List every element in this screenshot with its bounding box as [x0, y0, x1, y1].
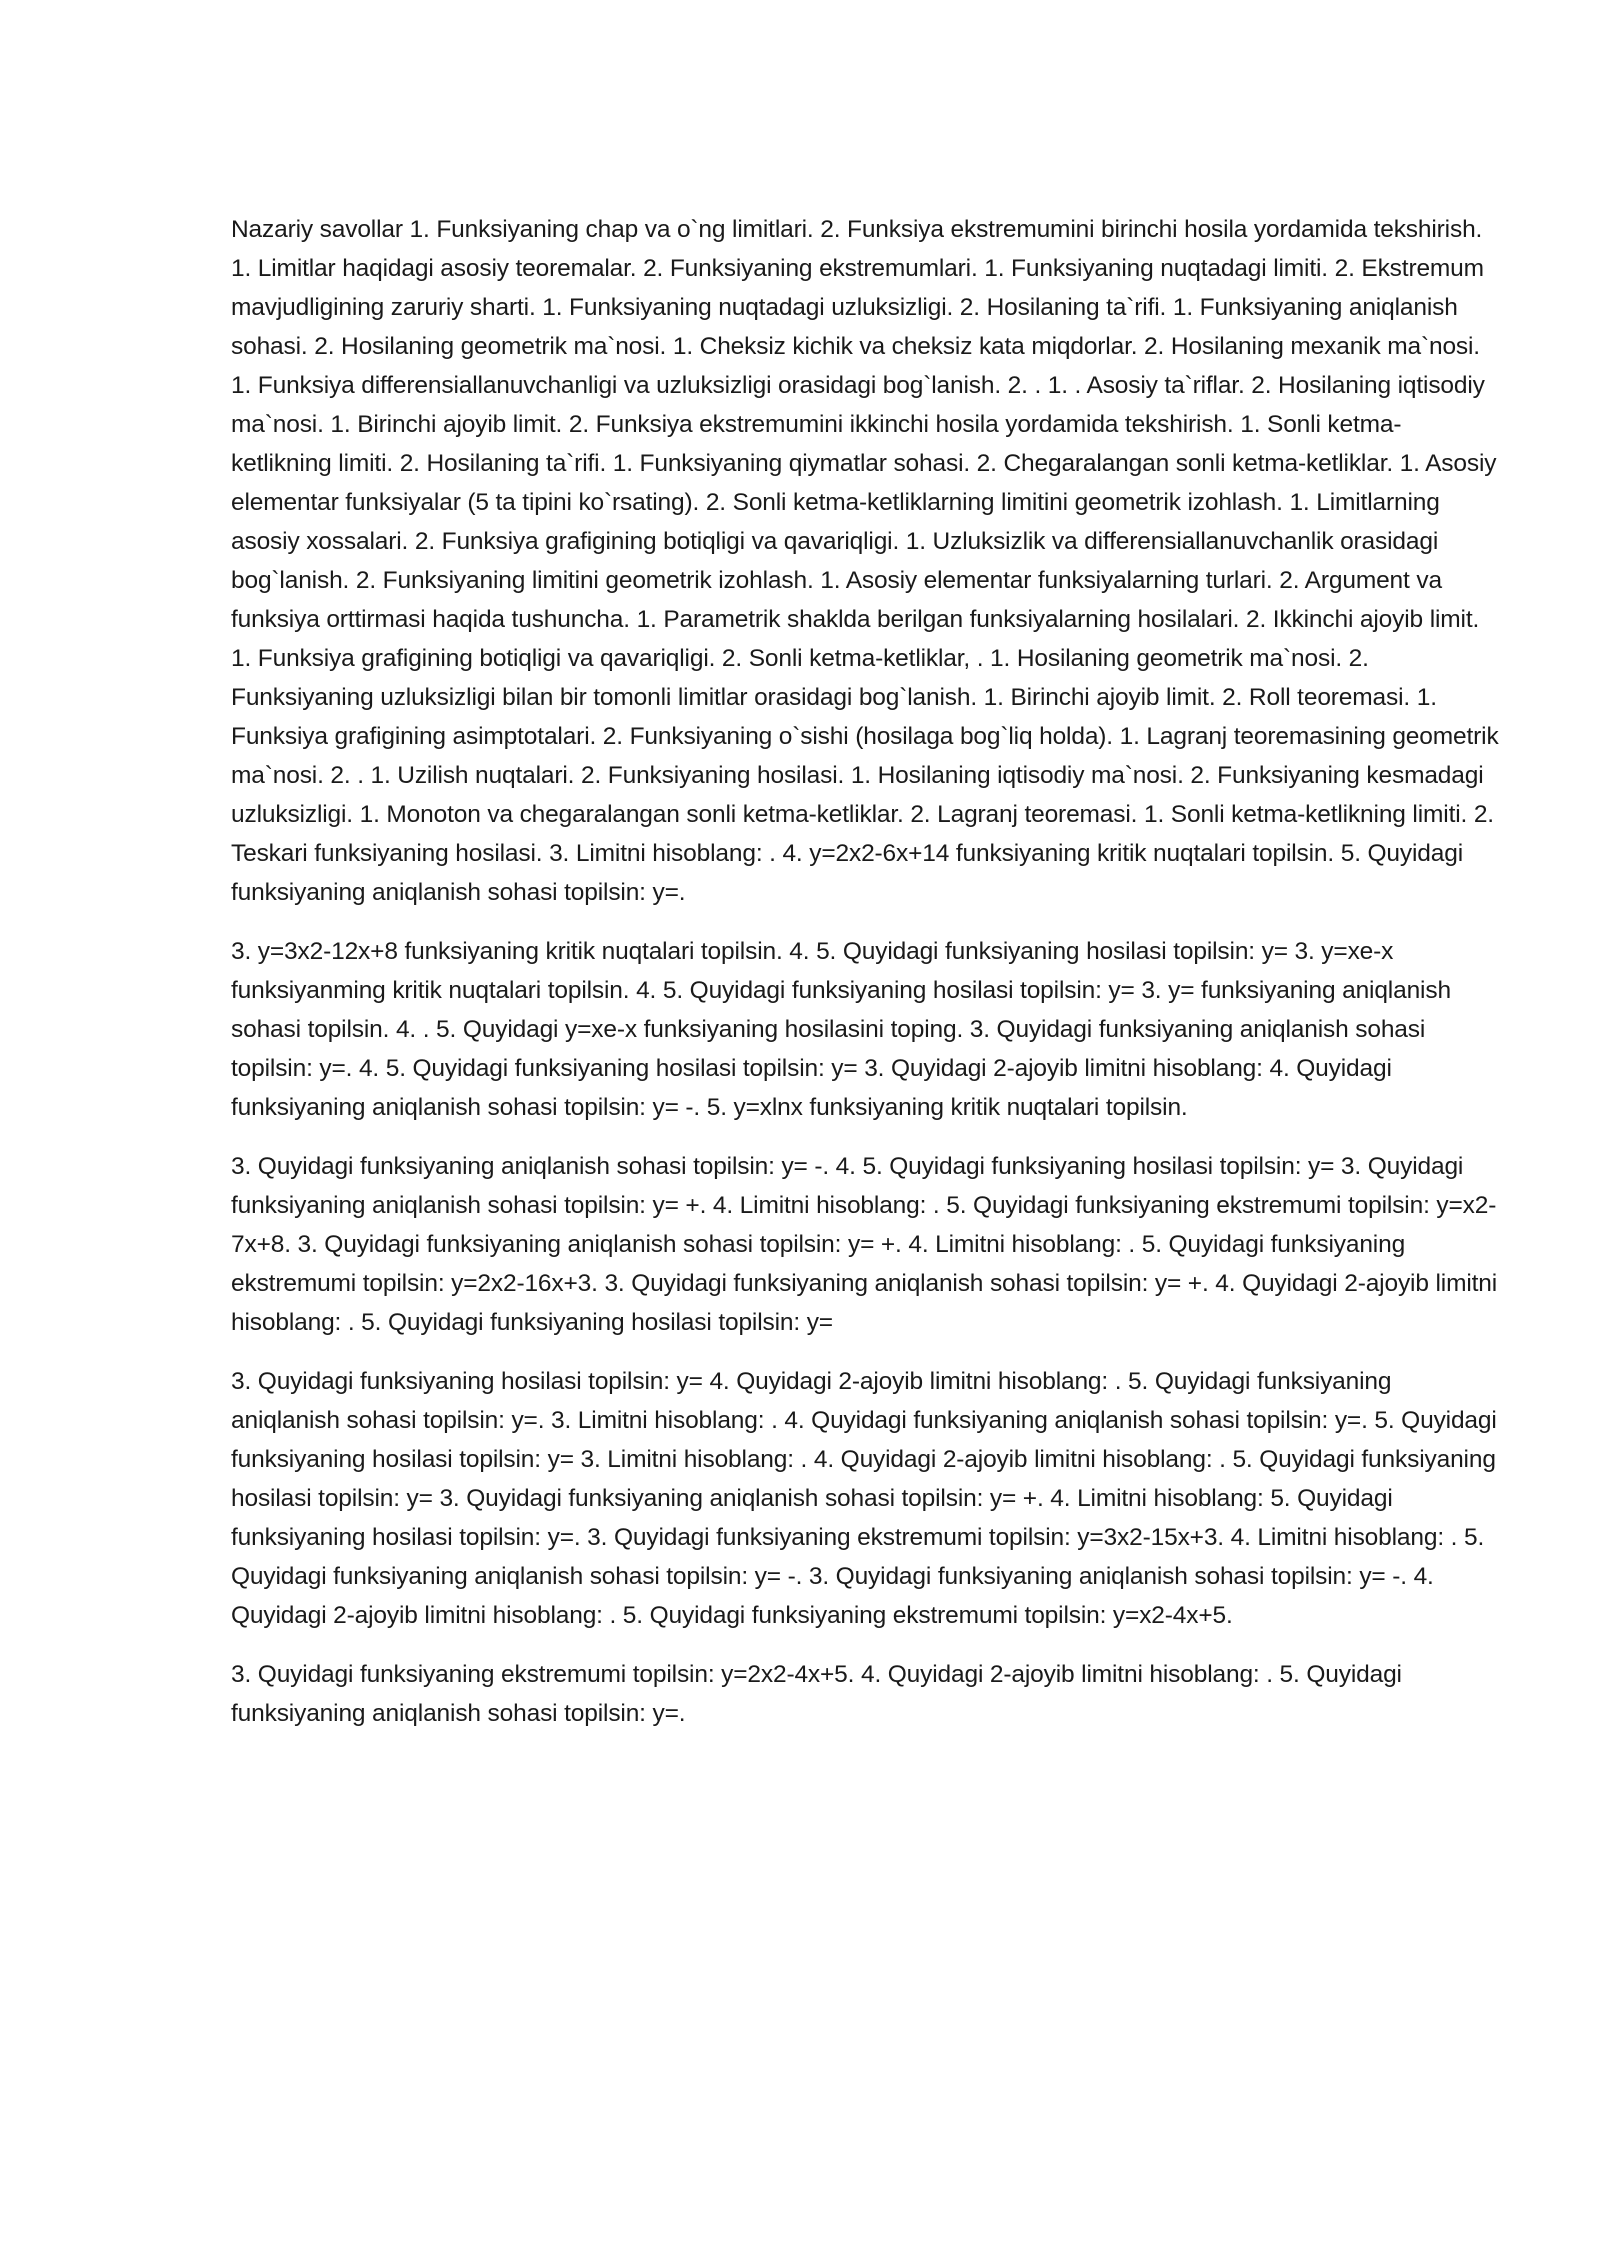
paragraph-theory-questions: Nazariy savollar 1. Funksiyaning chap va o`ng limitlari. 2. Funksiya ekstremumini birinchi hosila yordamida tekshirish. 1. Limitlar haqidagi asosiy teoremalar. 2. Funksiyaning ekstremumlari. 1. Funksiyaning nuqtadagi limiti. 2. Ekstremum mavjudligining zaruriy sharti. 1. Funksiyaning nuqtadagi uzluksizligi. 2. Hosilaning ta`rifi. 1. Funksiyaning aniqlanish sohasi. 2. Hosilaning geometrik ma`nosi. 1. Cheksiz kichik va cheksiz kata miqdorlar. 2. Hosilaning mexanik ma`nosi. 1. Funksiya differensiallanuvchanligi va uzluksizligi orasidagi bog`lanish. 2. . 1. . Asosiy ta`riflar. 2. Hosilaning iqtisodiy ma`nosi. 1. Birinchi ajoyib limit. 2. Funksiya ekstremumini ikkinchi hosila yordamida tekshirish. 1. Sonli ketma-ketlikning limiti. 2. Hosilaning ta`rifi. 1. Funksiyaning qiymatlar sohasi. 2. Chegaralangan sonli ketma-ketliklar. 1. Asosiy elementar funksiyalar (5 ta tipini ko`rsating). 2. Sonli ketma-ketliklarning limitini geometrik izohlash. 1. Limitlarning asosiy xossalari. 2. Funksiya grafigining botiqligi va qavariqligi. 1. Uzluksizlik va differensiallanuvchanlik orasidagi bog`lanish. 2. Funksiyaning limitini geometrik izohlash. 1. Asosiy elementar funksiyalarning turlari. 2. Argument va funksiya orttirmasi haqida tushuncha. 1. Parametrik shaklda berilgan funksiyalarning hosilalari. 2. Ikkinchi ajoyib limit. 1. Funksiya grafigining botiqligi va qavariqligi. 2. Sonli ketma-ketliklar, . 1. Hosilaning geometrik ma`nosi. 2. Funksiyaning uzluksizligi bilan bir tomonli limitlar orasidagi bog`lanish. 1. Birinchi ajoyib limit. 2. Roll teoremasi. 1. Funksiya grafigining asimptotalari. 2. Funksiyaning o`sishi (hosilaga bog`liq holda). 1. Lagranj teoremasining geometrik ma`nosi. 2. . 1. Uzilish nuqtalari. 2. Funksiyaning hosilasi. 1. Hosilaning iqtisodiy ma`nosi. 2. Funksiyaning kesmadagi uzluksizligi. 1. Monoton va chegaralangan sonli ketma-ketliklar. 2. Lagranj teoremasi. 1. Sonli ketma-ketlikning limiti. 2. Teskari funksiyaning hosilasi. 3. Limitni hisoblang: . 4. y=2x2-6x+14 funksiyaning kritik nuqtalari topilsin. 5. Quyidagi funksiyaning aniqlanish sohasi topilsin: y=. [231, 216, 1499, 906]
paragraph-problems-1: 3. y=3x2-12x+8 funksiyaning kritik nuqtalari topilsin. 4. 5. Quyidagi funksiyaning hosilasi topilsin: y= 3. y=xe-x funksiyanming kritik nuqtalari topilsin. 4. 5. Quyidagi funksiyaning hosilasi topilsin: y= 3. y= funksiyaning aniqlanish sohasi topilsin. 4. . 5. Quyidagi y=xe-x funksiyaning hosilasini toping. 3. Quyidagi funksiyaning aniqlanish sohasi topilsin: y=. 4. 5. Quyidagi funksiyaning hosilasi topilsin: y= 3. Quyidagi 2-ajoyib limitni hisoblang: 4. Quyidagi funksiyaning aniqlanish sohasi topilsin: y= -. 5. y=xlnx funksiyaning kritik nuqtalari topilsin. [231, 938, 1451, 1121]
paragraph-problems-2: 3. Quyidagi funksiyaning aniqlanish sohasi topilsin: y= -. 4. 5. Quyidagi funksiyaning hosilasi topilsin: y= 3. Quyidagi funksiyaning aniqlanish sohasi topilsin: y= +. 4. Limitni hisoblang: . 5. Quyidagi funksiyaning ekstremumi topilsin: y=x2-7x+8. 3. Quyidagi funksiyaning aniqlanish sohasi topilsin: y= +. 4. Limitni hisoblang: . 5. Quyidagi funksiyaning ekstremumi topilsin: y=2x2-16x+3. 3. Quyidagi funksiyaning aniqlanish sohasi topilsin: y= +. 4. Quyidagi 2-ajoyib limitni hisoblang: . 5. Quyidagi funksiyaning hosilasi topilsin: y= [231, 1153, 1498, 1336]
paragraph-problems-4: 3. Quyidagi funksiyaning ekstremumi topilsin: y=2x2-4x+5. 4. Quyidagi 2-ajoyib limitni hisoblang: . 5. Quyidagi funksiyaning aniqlanish sohasi topilsin: y=. [231, 1661, 1402, 1727]
document-body [231, 210, 1501, 1753]
paragraph-problems-3: 3. Quyidagi funksiyaning hosilasi topilsin: y= 4. Quyidagi 2-ajoyib limitni hisoblang: . 5. Quyidagi funksiyaning aniqlanish sohasi topilsin: y=. 3. Limitni hisoblang: . 4. Quyidagi funksiyaning aniqlanish sohasi topilsin: y=. 5. Quyidagi funksiyaning hosilasi topilsin: y= 3. Limitni hisoblang: . 4. Quyidagi 2-ajoyib limitni hisoblang: . 5. Quyidagi funksiyaning hosilasi topilsin: y= 3. Quyidagi funksiyaning aniqlanish sohasi topilsin: y= +. 4. Limitni hisoblang: 5. Quyidagi funksiyaning hosilasi topilsin: y=. 3. Quyidagi funksiyaning ekstremumi topilsin: y=3x2-15x+3. 4. Limitni hisoblang: . 5. Quyidagi funksiyaning aniqlanish sohasi topilsin: y= -. 3. Quyidagi funksiyaning aniqlanish sohasi topilsin: y= -. 4. Quyidagi 2-ajoyib limitni hisoblang: . 5. Quyidagi funksiyaning ekstremumi topilsin: y=x2-4x+5. [231, 1368, 1497, 1629]
